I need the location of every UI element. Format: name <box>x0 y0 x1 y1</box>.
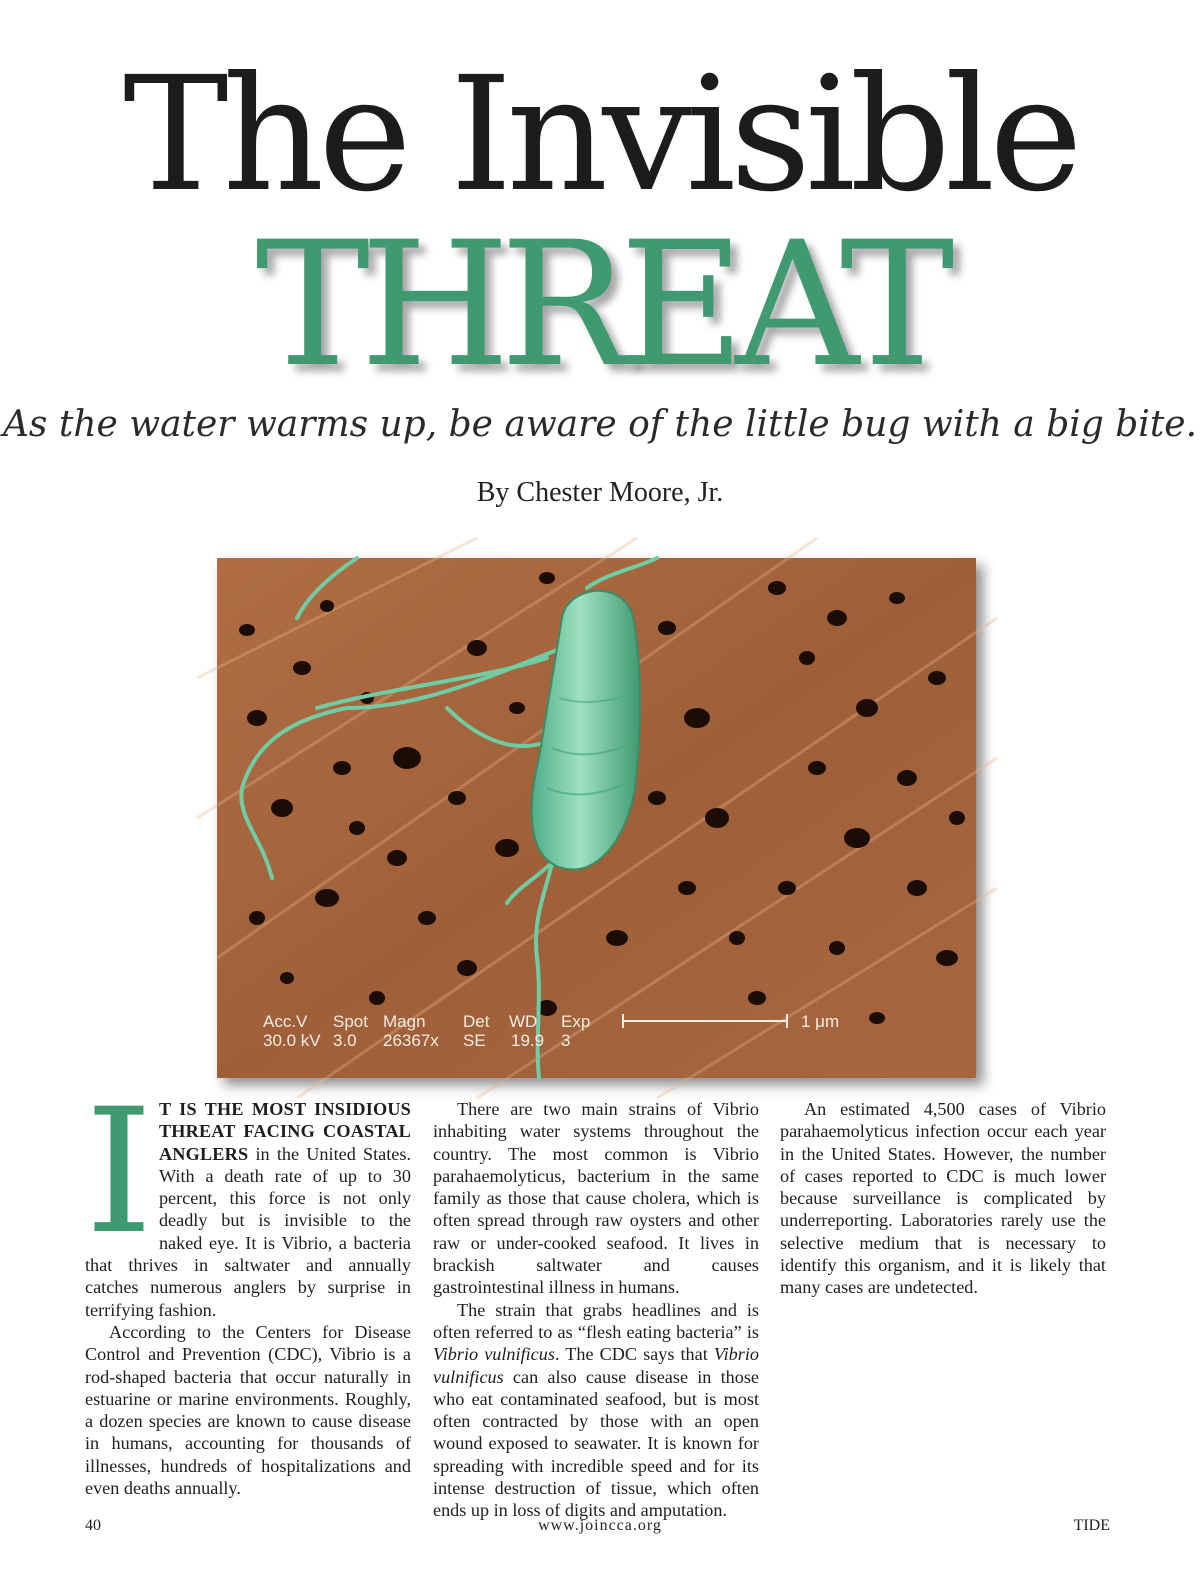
species-name: Vibrio vulnificus <box>433 1344 555 1365</box>
lead-in: T IS THE MOST INSIDIOUS THREAT FACING COASTAL ANGLERS <box>158 1099 411 1164</box>
scale-label: 1 μm <box>801 1012 840 1031</box>
article-column-3 <box>780 1098 1106 1478</box>
caption-label: WD <box>509 1012 538 1031</box>
drop-cap: I <box>85 1071 153 1272</box>
caption-label: Det <box>463 1012 490 1031</box>
headline-line-2: THREAT <box>255 204 945 405</box>
caption-value: 26367x <box>383 1031 439 1050</box>
caption-label: Acc.V <box>263 1012 308 1031</box>
paragraph: An estimated 4,500 cases of Vibrio parahaemolyticus infection occur each year in the United States. However, the number of cases reported to CDC is much lower because surveillance is complicated by underreporting. Laboratories rarely use the selective medium that is necessary to identify this organism, and it is likely that many cases are undetected. <box>780 1099 1106 1298</box>
page-number: 40 <box>85 1517 101 1534</box>
caption-value: 3 <box>561 1031 571 1050</box>
byline: By Chester Moore, Jr. <box>476 477 724 508</box>
paragraph-text: can also cause disease in those who eat contaminated seafood, but is most often contracted by those with an open wound exposed to seawater. It is known for spreading with incredible speed and for its intense destruction of tissue, which often ends up in loss of digits and amputation. <box>433 1366 759 1521</box>
caption-label: Spot <box>333 1012 368 1031</box>
paragraph-text: in the United States. With a death rate of up to 30 percent, this force is not only deadly but is invisible to the naked eye. It is Vibrio, a bacteria that thrives in saltwater and annually catches numerous anglers by surprise in terrifying fashion. <box>85 1143 411 1320</box>
paragraph <box>433 1299 759 1522</box>
caption-label: Magn <box>383 1012 426 1031</box>
caption-value: SE <box>463 1031 486 1050</box>
article-column-2 <box>433 1098 759 1521</box>
subtitle: As the water warms up, be aware of the little bug with a big bite. <box>2 404 1198 445</box>
paragraph-text: . The CDC says that <box>554 1344 714 1365</box>
paragraph: There are two main strains of Vibrio inhabiting water systems throughout the country. The most common is Vibrio parahaemolyticus, bacterium in the same family as those that cause cholera, which is often spread through raw oysters and other raw or under-cooked seafood. It lives in brackish saltwater and causes gastrointestinal illness in humans. <box>433 1099 759 1298</box>
caption-label: Exp <box>561 1012 591 1031</box>
article-column-1 <box>85 1071 411 1499</box>
paragraph-text: The strain that grabs headlines and is often referred to as “flesh eating bacteria” is <box>433 1299 759 1342</box>
caption-value: 19.9 <box>511 1031 545 1050</box>
species-name: Vibrio vulnificus <box>433 1344 759 1387</box>
website-link[interactable]: www.joincca.org <box>538 1517 662 1534</box>
paragraph: According to the Centers for Disease Control and Prevention (CDC), Vibrio is a rod-shaped bacteria that occur naturally in estuarine or marine environments. Roughly, a dozen species are known to cause disease in humans, accounting for thousands of illnesses, hundreds of hospitalizations and even deaths annually. <box>85 1321 411 1499</box>
caption-value: 3.0 <box>333 1031 357 1050</box>
headline-line-1: The Invisible <box>123 43 1077 227</box>
microscope-photo <box>217 558 976 1078</box>
paragraph <box>85 1071 411 1321</box>
publication-name: TIDE <box>1073 1517 1110 1534</box>
caption-value: 30.0 kV <box>263 1031 321 1050</box>
